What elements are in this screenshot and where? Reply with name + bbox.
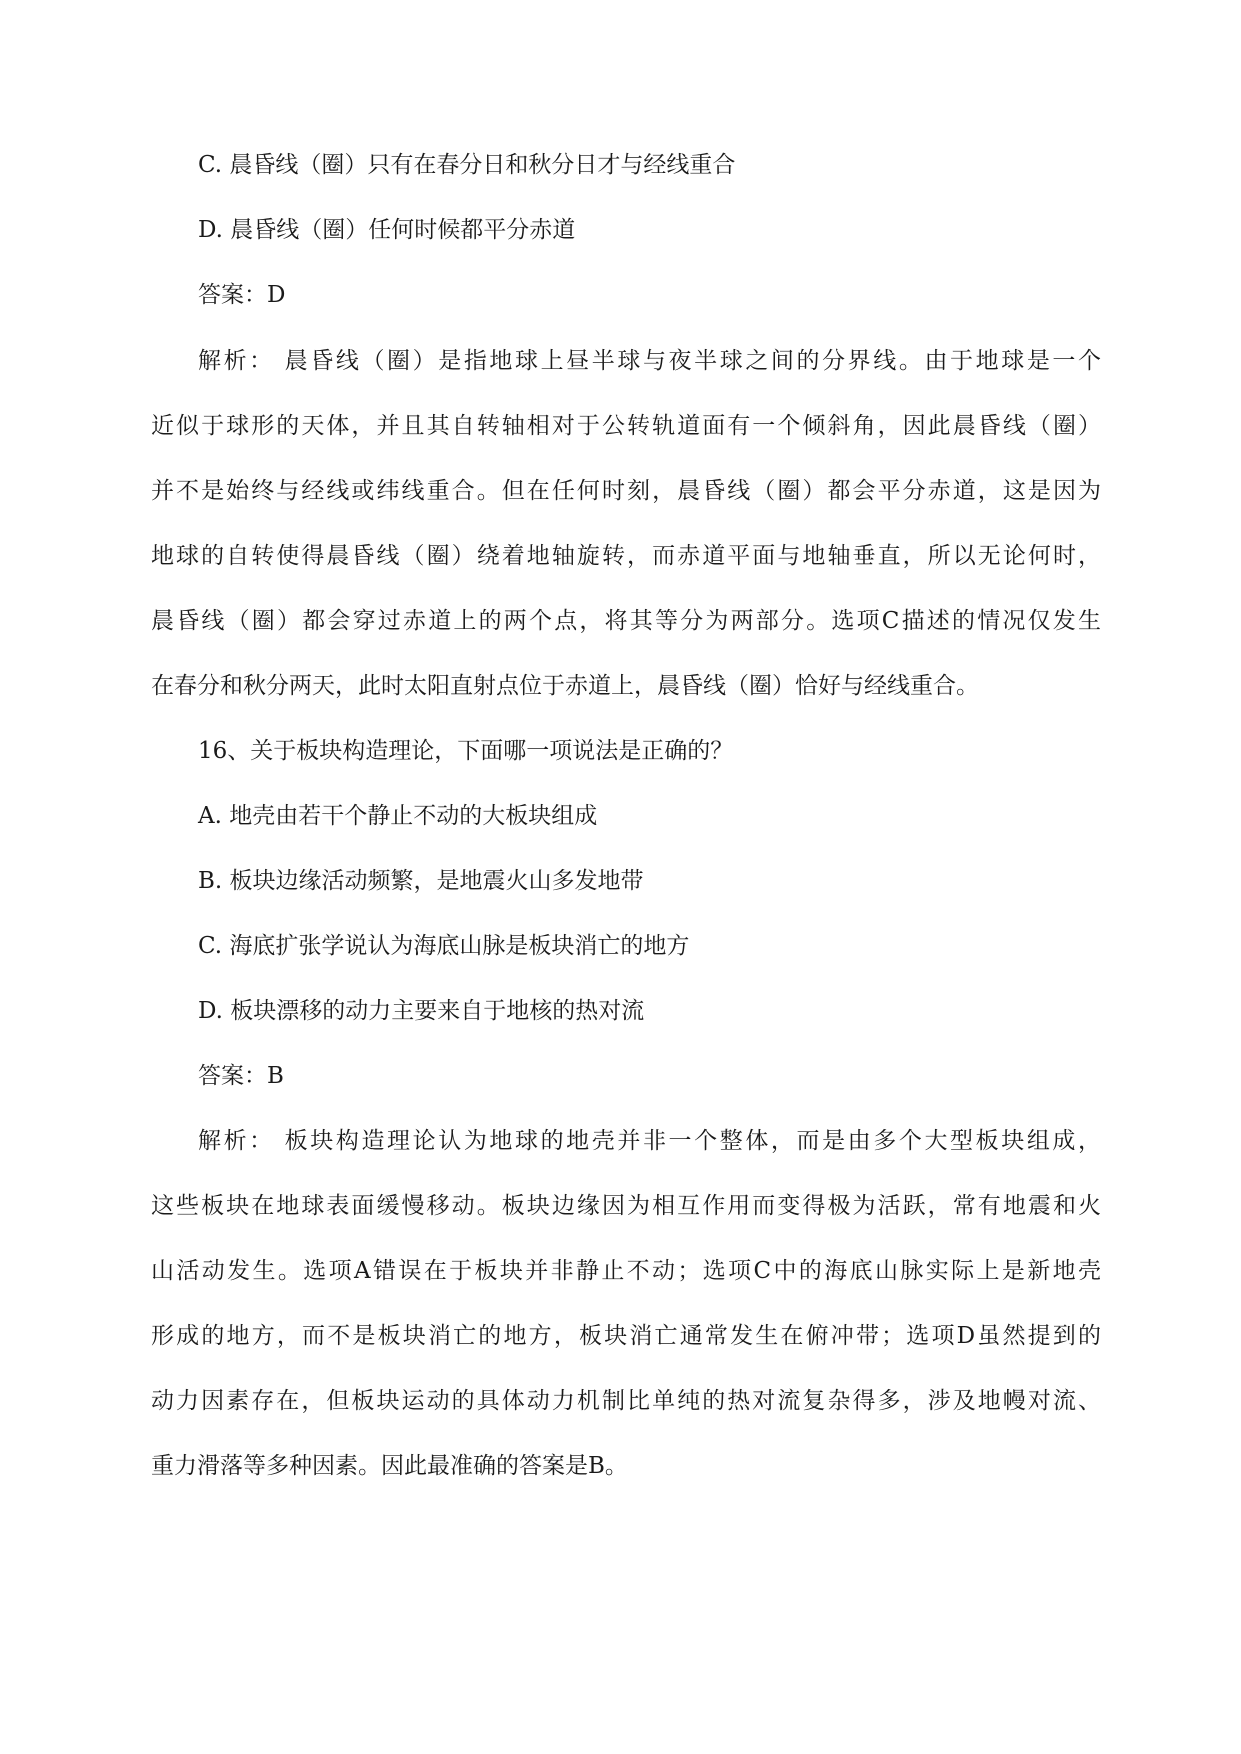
q16-analysis-line-6: 重力滑落等多种因素。因此最准确的答案是B。	[151, 1453, 628, 1479]
q16-analysis-line-5: 动力因素存在，但板块运动的具体动力机制比单纯的热对流复杂得多，涉及地幔对流、	[151, 1388, 1101, 1414]
q15-answer: 答案：D	[198, 282, 286, 308]
q15-analysis-line-6: 在春分和秋分两天，此时太阳直射点位于赤道上，晨昏线（圈）恰好与经线重合。	[151, 673, 979, 699]
q16-option-a: A. 地壳由若干个静止不动的大板块组成	[198, 803, 598, 829]
q16-answer: 答案：B	[198, 1063, 284, 1089]
q15-option-c: C. 晨昏线（圈）只有在春分日和秋分日才与经线重合	[198, 152, 736, 178]
q15-analysis-line-1: 解析： 晨昏线（圈）是指地球上昼半球与夜半球之间的分界线。由于地球是一个	[198, 348, 1101, 374]
q15-analysis-line-5: 晨昏线（圈）都会穿过赤道上的两个点，将其等分为两部分。选项C描述的情况仅发生	[151, 608, 1101, 634]
q16-option-b: B. 板块边缘活动频繁，是地震火山多发地带	[198, 868, 644, 894]
q16-analysis-line-4: 形成的地方，而不是板块消亡的地方，板块消亡通常发生在俯冲带；选项D虽然提到的	[151, 1323, 1101, 1349]
q16-analysis-line-3: 山活动发生。选项A错误在于板块并非静止不动；选项C中的海底山脉实际上是新地壳	[151, 1258, 1101, 1284]
q16-option-d: D. 板块漂移的动力主要来自于地核的热对流	[198, 998, 645, 1024]
q15-analysis-line-4: 地球的自转使得晨昏线（圈）绕着地轴旋转，而赤道平面与地轴垂直，所以无论何时，	[151, 543, 1101, 569]
q16-question: 16、关于板块构造理论，下面哪一项说法是正确的？	[198, 738, 734, 764]
q15-analysis-line-3: 并不是始终与经线或纬线重合。但在任何时刻，晨昏线（圈）都会平分赤道，这是因为	[151, 478, 1101, 504]
q15-analysis-line-2: 近似于球形的天体，并且其自转轴相对于公转轨道面有一个倾斜角，因此晨昏线（圈）	[151, 413, 1101, 439]
q15-option-d: D. 晨昏线（圈）任何时候都平分赤道	[198, 217, 576, 243]
q16-analysis-line-1: 解析： 板块构造理论认为地球的地壳并非一个整体，而是由多个大型板块组成，	[198, 1128, 1101, 1154]
q16-option-c: C. 海底扩张学说认为海底山脉是板块消亡的地方	[198, 933, 690, 959]
q16-analysis-line-2: 这些板块在地球表面缓慢移动。板块边缘因为相互作用而变得极为活跃，常有地震和火	[151, 1193, 1101, 1219]
